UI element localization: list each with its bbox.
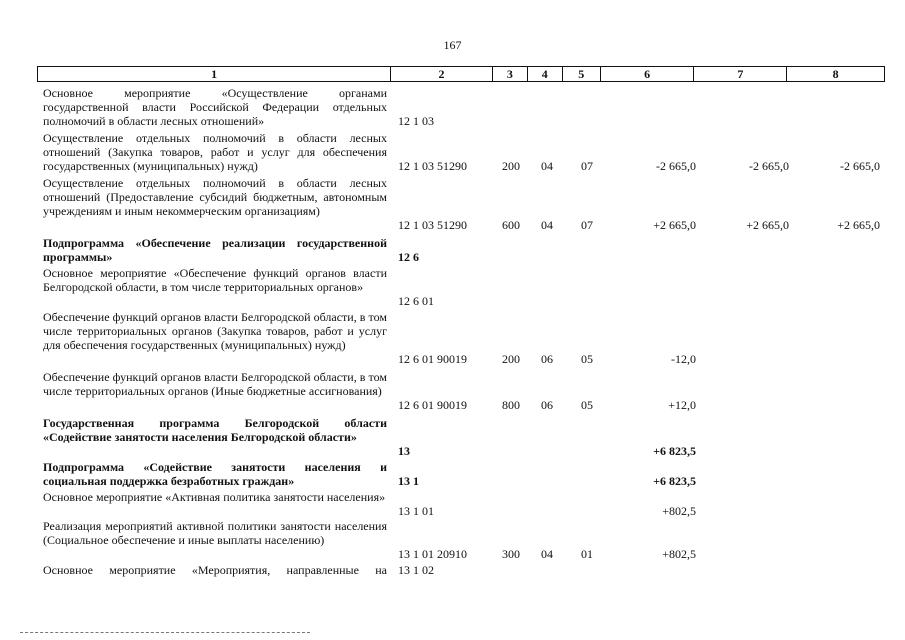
row-col-3: 300	[502, 547, 520, 561]
row-name: Обеспечение функций органов власти Белгородской области, в том числе территориальных органов (Закупка товаров, работ и услуг для обеспечения государственных (муниципальных) нужд)	[43, 310, 387, 352]
row-col-4: 04	[541, 547, 553, 561]
row-col-6: +6 823,5	[653, 474, 696, 488]
row-col-6: +6 823,5	[653, 444, 696, 458]
header-col-3: 3	[493, 67, 528, 81]
row-name: Осуществление отдельных полномочий в области лесных отношений (Предоставление субсидий бюджетным, автономным учреждениям и иным некоммерческим организациям)	[43, 176, 387, 218]
row-col-7: +2 665,0	[746, 218, 789, 232]
row-col-6: +2 665,0	[653, 218, 696, 232]
row-code: 13	[398, 444, 410, 458]
row-name: Реализация мероприятий активной политики занятости населения (Социальное обеспечение и иные выплаты населению)	[43, 519, 387, 547]
row-code: 12 1 03	[398, 114, 434, 128]
row-col-4: 04	[541, 218, 553, 232]
table-row	[0, 370, 905, 412]
table-row	[0, 519, 905, 561]
row-col-4: 06	[541, 398, 553, 412]
table-row	[0, 490, 905, 518]
row-code: 12 6 01	[398, 294, 434, 308]
table-row	[0, 86, 905, 128]
row-col-4: 06	[541, 352, 553, 366]
header-col-5: 5	[563, 67, 601, 81]
row-col-3: 200	[502, 159, 520, 173]
row-col-3: 200	[502, 352, 520, 366]
row-col-3: 800	[502, 398, 520, 412]
row-col-5: 05	[581, 398, 593, 412]
page-number: 167	[443, 38, 462, 52]
row-col-7: -2 665,0	[749, 159, 789, 173]
page-bottom-rule	[20, 632, 310, 634]
row-code: 12 6 01 90019	[398, 352, 467, 366]
row-col-4: 04	[541, 159, 553, 173]
header-col-4: 4	[528, 67, 563, 81]
header-col-2: 2	[391, 67, 493, 81]
header-col-8: 8	[832, 67, 839, 81]
row-name: Подпрограмма «Обеспечение реализации государственной программы»	[43, 236, 387, 264]
row-code: 13 1 02	[398, 563, 434, 577]
header-col-1: 1	[38, 67, 391, 81]
row-code: 13 1 01 20910	[398, 547, 467, 561]
row-code: 13 1	[398, 474, 419, 488]
header-col-7: 7	[694, 67, 787, 81]
row-col-5: 05	[581, 352, 593, 366]
header-col-6: 6	[601, 67, 695, 81]
row-col-3: 600	[502, 218, 520, 232]
row-name: Основное мероприятие «Мероприятия, направленные на	[43, 563, 387, 577]
table-row	[0, 310, 905, 366]
row-col-5: 01	[581, 547, 593, 561]
row-name: Обеспечение функций органов власти Белгородской области, в том числе территориальных органов (Иные бюджетные ассигнования)	[43, 370, 387, 398]
row-code: 12 1 03 51290	[398, 159, 467, 173]
row-name: Основное мероприятие «Активная политика занятости населения»	[43, 490, 386, 504]
row-name: Государственная программа Белгородской области «Содействие занятости населения Белгородской области»	[43, 416, 387, 444]
row-col-6: +802,5	[662, 504, 696, 518]
table-row	[0, 176, 905, 232]
row-col-5: 07	[581, 159, 593, 173]
row-code: 12 6	[398, 250, 419, 264]
table-row	[0, 236, 905, 264]
row-col-5: 07	[581, 218, 593, 232]
row-col-6: -2 665,0	[656, 159, 696, 173]
row-code: 12 1 03 51290	[398, 218, 467, 232]
row-col-8: -2 665,0	[840, 159, 880, 173]
row-name: Основное мероприятие «Обеспечение функций органов власти Белгородской области, в том числе территориальных органов»	[43, 266, 387, 294]
row-col-6: +12,0	[668, 398, 696, 412]
table-header	[37, 66, 885, 82]
row-col-6: -12,0	[671, 352, 696, 366]
row-col-6: +802,5	[662, 547, 696, 561]
row-code: 12 6 01 90019	[398, 398, 467, 412]
row-code: 13 1 01	[398, 504, 434, 518]
row-name: Основное мероприятие «Осуществление органами государственной власти Российской Федерации отдельных полномочий в области лесных отношений»	[43, 86, 387, 128]
table-row	[0, 460, 905, 488]
row-col-8: +2 665,0	[837, 218, 880, 232]
row-name: Подпрограмма «Содействие занятости населения и социальная поддержка безработных граждан»	[43, 460, 387, 488]
table-row	[0, 416, 905, 458]
table-row	[0, 131, 905, 173]
table-row	[0, 563, 905, 577]
table-row	[0, 266, 905, 308]
row-name: Осуществление отдельных полномочий в области лесных отношений (Закупка товаров, работ и услуг для обеспечения государственных (муниципальных) нужд)	[43, 131, 387, 173]
